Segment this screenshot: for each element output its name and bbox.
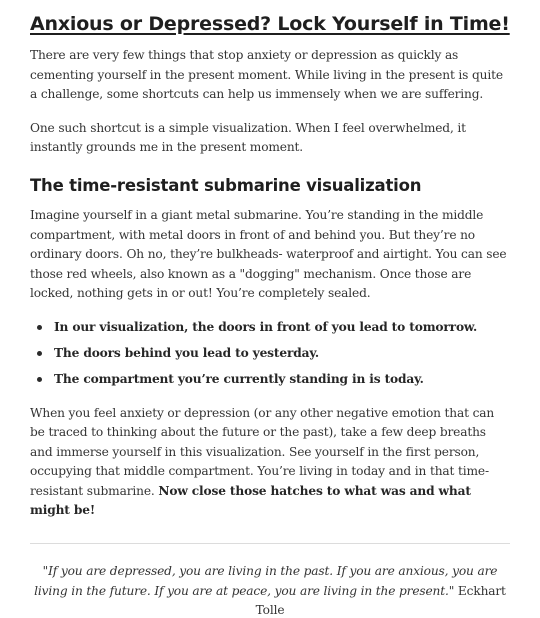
closing-paragraph xyxy=(30,404,510,522)
section-heading: The time-resistant submarine visualization xyxy=(30,175,422,195)
intro-paragraph-1: There are very few things that stop anxiety or depression as quickly as cementing yourself in the present moment. While living in the present is quite a challenge, some shortcuts can help us immensely when we are suffering. xyxy=(30,48,503,102)
closing-paragraph-text: When you feel anxiety or depression (or any other negative emotion that can be traced to thinking about the future or the past), take a few deep breaths and immerse yourself in this visualization. See yourself in the first person, occupying that middle compartment. You’re living in today and in that time-resistant submarine. xyxy=(30,405,495,498)
section-paragraph: Imagine yourself in a giant metal submarine. You’re standing in the middle compartment, with metal doors in front of and behind you. But they’re no ordinary doors. Oh no, they’re bulkheads- waterproof and airtight. You can see those red wheels, also known as a "dogging" mechanism. Once those are locked, nothing gets in or out! You’re completely sealed. xyxy=(30,207,507,301)
bullet-item: In our visualization, the doors in front of you lead to tomorrow. xyxy=(36,318,510,338)
divider xyxy=(30,543,510,544)
bullet-item: The doors behind you lead to yesterday. xyxy=(36,344,510,364)
quote-text: "If you are depressed, you are living in the past. If you are anxious, you are living in the future. If you are at peace, you are living in the present." xyxy=(34,564,498,598)
quote-author: Eckhart Tolle xyxy=(255,583,506,618)
intro-paragraph-2: One such shortcut is a simple visualization. When I feel overwhelmed, it instantly grounds me in the present moment. xyxy=(30,120,466,155)
bullet-item: The compartment you’re currently standing in is today. xyxy=(36,370,510,390)
article-title: Anxious or Depressed? Lock Yourself in Time! xyxy=(30,13,510,35)
bullet-list xyxy=(36,318,510,390)
closing-bold-text: Now close those hatches to what was and what might be! xyxy=(30,483,471,518)
quote xyxy=(30,562,510,618)
